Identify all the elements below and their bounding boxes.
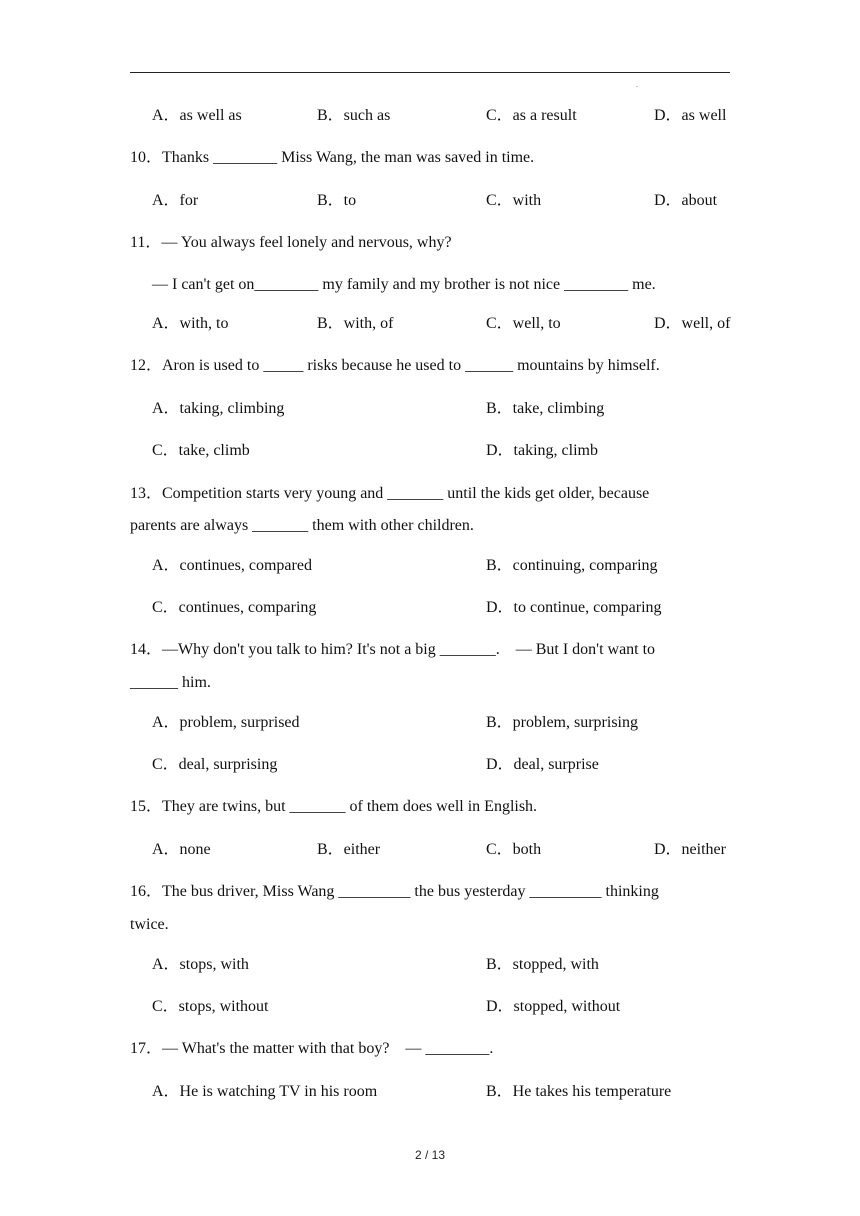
question-16-text-line2: twice. xyxy=(130,916,169,933)
q16-option-c: C．stops, without xyxy=(152,998,269,1015)
q15-option-d: D．neither xyxy=(654,841,726,858)
q12-option-b: B．take, climbing xyxy=(486,400,605,417)
question-10-text: 10．Thanks ________ Miss Wang, the man was saved in time. xyxy=(130,149,535,166)
q10-option-a: A．for xyxy=(152,192,199,209)
option-a: A．as well as xyxy=(152,107,242,124)
header-mark: . xyxy=(636,80,638,89)
question-12-text: 12．Aron is used to _____ risks because he used to ______ mountains by himself. xyxy=(130,357,660,374)
q15-option-a: A．none xyxy=(152,841,211,858)
q13-option-a: A．continues, compared xyxy=(152,557,312,574)
page-number: 2 / 13 xyxy=(414,1148,446,1162)
q14-option-c: C．deal, surprising xyxy=(152,756,278,773)
question-14-text: 14．—Why don't you talk to him? It's not a big _______. — But I don't want to xyxy=(130,641,656,658)
q14-option-a: A．problem, surprised xyxy=(152,714,300,731)
q14-option-d: D．deal, surprise xyxy=(486,756,599,773)
q14-option-b: B．problem, surprising xyxy=(486,714,638,731)
q10-option-b: B．to xyxy=(317,192,357,209)
q16-option-b: B．stopped, with xyxy=(486,956,599,973)
question-17-text: 17．— What's the matter with that boy? — ________. xyxy=(130,1040,494,1057)
q13-option-c: C．continues, comparing xyxy=(152,599,317,616)
q11-option-a: A．with, to xyxy=(152,315,229,332)
q11-option-c: C．well, to xyxy=(486,315,561,332)
q10-option-c: C．with xyxy=(486,192,542,209)
q12-option-c: C．take, climb xyxy=(152,442,250,459)
option-b: B．such as xyxy=(317,107,391,124)
q16-option-d: D．stopped, without xyxy=(486,998,621,1015)
question-15-text: 15．They are twins, but _______ of them does well in English. xyxy=(130,798,538,815)
q13-option-b: B．continuing, comparing xyxy=(486,557,658,574)
question-13-text-line2: parents are always _______ them with other children. xyxy=(130,517,474,534)
q11-option-b: B．with, of xyxy=(317,315,394,332)
q15-option-c: C．both xyxy=(486,841,542,858)
question-16-text: 16．The bus driver, Miss Wang _________ the bus yesterday _________ thinking xyxy=(130,883,659,900)
option-d: D．as well xyxy=(654,107,727,124)
q10-option-d: D．about xyxy=(654,192,718,209)
q17-option-a: A．He is watching TV in his room xyxy=(152,1083,378,1100)
option-c: C．as a result xyxy=(486,107,577,124)
header-rule xyxy=(130,72,730,73)
q11-option-d: D．well, of xyxy=(654,315,731,332)
question-14-text-line2: ______ him. xyxy=(130,674,211,691)
q16-option-a: A．stops, with xyxy=(152,956,249,973)
question-11-text-line2: — I can't get on________ my family and my brother is not nice ________ me. xyxy=(152,276,656,293)
question-11-text: 11．— You always feel lonely and nervous, why? xyxy=(130,234,452,251)
q12-option-d: D．taking, climb xyxy=(486,442,598,459)
q15-option-b: B．either xyxy=(317,841,381,858)
q12-option-a: A．taking, climbing xyxy=(152,400,285,417)
question-13-text: 13．Competition starts very young and _______ until the kids get older, because xyxy=(130,485,650,502)
q17-option-b: B．He takes his temperature xyxy=(486,1083,672,1100)
q13-option-d: D．to continue, comparing xyxy=(486,599,662,616)
